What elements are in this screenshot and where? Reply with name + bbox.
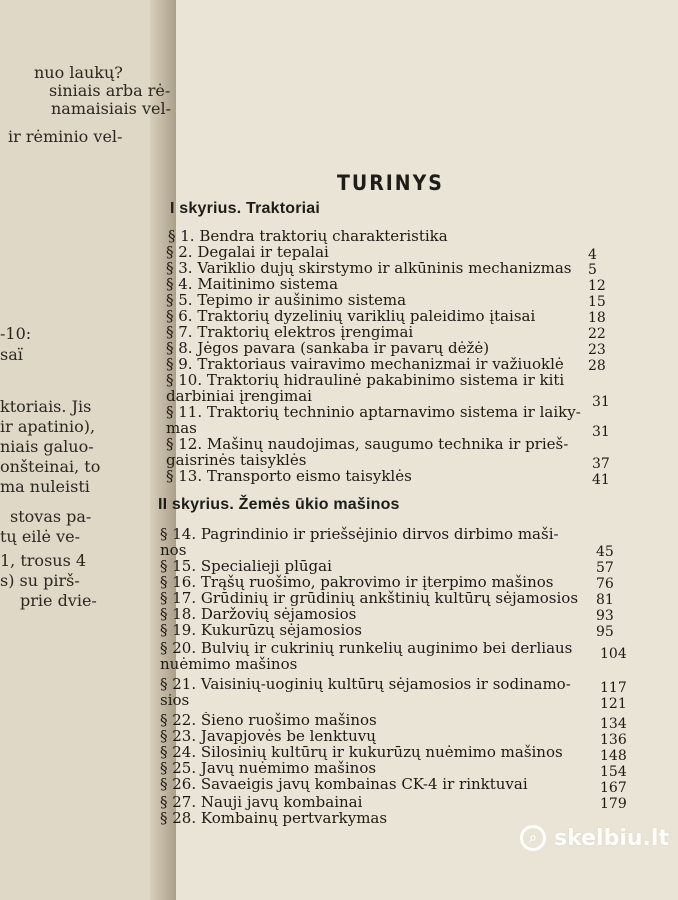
toc-entry: § 10. Traktorių hidraulinė pakabinimo sistema ir kiti xyxy=(166,372,565,388)
toc-entry: nuėmimo mašinos xyxy=(160,656,298,672)
toc-entry: § 20. Bulvių ir cukrinių runkelių auginimo bei derliaus xyxy=(160,640,573,656)
toc-page-number: 95 xyxy=(596,624,614,640)
toc-page-number: 22 xyxy=(588,326,606,342)
toc-entry: darbiniai įrengimai xyxy=(166,388,312,404)
toc-entry: § 12. Mašinų naudojimas, saugumo technika ir prieš- xyxy=(166,436,569,452)
toc-entry: § 8. Jėgos pavara (sankaba ir pavarų dėžė) xyxy=(166,340,490,356)
left-page-line: tų eilė ve- xyxy=(0,528,80,546)
toc-entry: § 24. Silosinių kultūrų ir kukurūzų nuėmimo mašinos xyxy=(160,744,563,760)
left-page-line: ir rėminio vel- xyxy=(8,128,123,146)
toc-entry: § 2. Degalai ir tepalai xyxy=(166,244,329,260)
toc-page-number: 31 xyxy=(592,424,610,440)
toc-page-number: 81 xyxy=(596,592,614,608)
toc-page-number: 37 xyxy=(592,456,610,472)
toc-page-number: 154 xyxy=(600,764,627,780)
toc-entry: § 23. Javapjovės be lenktuvų xyxy=(160,728,376,744)
toc-entry: § 16. Trąšų ruošimo, pakrovimo ir įterpimo mašinos xyxy=(160,574,554,590)
search-icon: ⌕ xyxy=(520,825,546,851)
toc-entry: § 13. Transporto eismo taisyklės xyxy=(166,468,412,484)
left-page-line: ma nuleisti xyxy=(0,478,90,496)
toc-entry: § 7. Traktorių elektros įrengimai xyxy=(166,324,414,340)
left-page-line: stovas pa- xyxy=(10,508,92,526)
toc-page-number: 136 xyxy=(600,732,627,748)
toc-entry: § 15. Specialieji plūgai xyxy=(160,558,332,574)
toc-entry: § 22. Šieno ruošimo mašinos xyxy=(160,712,377,728)
chapter-heading: II skyrius. Žemės ūkio mašinos xyxy=(158,496,400,513)
chapter-heading: I skyrius. Traktoriai xyxy=(170,200,321,217)
toc-page-number: 31 xyxy=(592,394,610,410)
left-page-line: niais galuo- xyxy=(0,438,94,456)
toc-entry: nos xyxy=(160,542,187,558)
left-page-line: nuo laukų? xyxy=(34,64,123,82)
toc-page-number: 148 xyxy=(600,748,627,764)
toc-entry: § 5. Tepimo ir aušinimo sistema xyxy=(166,292,407,308)
toc-entry: mas xyxy=(166,420,197,436)
left-page-line: namaisiais vel- xyxy=(51,100,171,118)
toc-entry: § 26. Savaeigis javų kombainas CK-4 ir rinktuvai xyxy=(160,776,528,792)
watermark-text: skelbiu.lt xyxy=(554,825,669,851)
toc-entry: § 21. Vaisinių-uoginių kultūrų sėjamosios ir sodinamo- xyxy=(160,676,571,692)
toc-entry: § 19. Kukurūzų sėjamosios xyxy=(160,622,362,638)
toc-page-number: 121 xyxy=(600,696,627,712)
toc-page-number: 15 xyxy=(588,294,606,310)
toc-page-number: 41 xyxy=(592,472,610,488)
toc-entry: § 3. Variklio dujų skirstymo ir alkūninis mechanizmas xyxy=(166,260,572,276)
toc-page-number: 5 xyxy=(588,262,597,278)
toc-entry: § 25. Javų nuėmimo mašinos xyxy=(160,760,377,776)
left-page-line: siniais arba rė- xyxy=(49,82,171,100)
left-page-line: 1, trosus 4 xyxy=(0,552,87,570)
toc-page-number: 117 xyxy=(600,680,627,696)
toc-page-number: 12 xyxy=(588,278,606,294)
toc-page-number: 76 xyxy=(596,576,614,592)
toc-entry: § 1. Bendra traktorių charakteristika xyxy=(168,228,448,244)
toc-page-number: 4 xyxy=(588,247,597,263)
toc-entry: § 6. Traktorių dyzelinių variklių paleidimo įtaisai xyxy=(166,308,536,324)
toc-page-number: 104 xyxy=(600,646,627,662)
toc-page-number: 93 xyxy=(596,608,614,624)
page-title: TURINYS xyxy=(337,171,444,195)
left-page-line: prie dvie- xyxy=(20,592,97,610)
left-page-line: ir apatinio), xyxy=(0,418,96,436)
toc-page-number: 167 xyxy=(600,780,627,796)
left-page-line: ktoriais. Jis xyxy=(0,398,92,416)
toc-entry: § 14. Pagrindinio ir priešsėjinio dirvos dirbimo maši- xyxy=(160,526,559,542)
toc-entry: § 18. Daržovių sėjamosios xyxy=(160,606,357,622)
toc-entry: sios xyxy=(160,692,190,708)
toc-entry: § 17. Grūdinių ir grūdinių ankštinių kultūrų sėjamosios xyxy=(160,590,579,606)
toc-page-number: 18 xyxy=(588,310,606,326)
toc-page-number: 23 xyxy=(588,342,606,358)
toc-entry: § 9. Traktoriaus vairavimo mechanizmai ir važiuoklė xyxy=(166,356,564,372)
toc-page-number: 57 xyxy=(596,560,614,576)
left-page-line: saï xyxy=(0,346,23,364)
watermark xyxy=(520,820,676,856)
toc-page-number: 179 xyxy=(600,796,627,812)
toc-page-number: 45 xyxy=(596,544,614,560)
toc-entry: § 27. Nauji javų kombainai xyxy=(160,794,363,810)
toc-entry: § 28. Kombainų pertvarkymas xyxy=(160,810,388,826)
toc-entry: § 11. Traktorių techninio aptarnavimo sistema ir laiky- xyxy=(166,404,581,420)
left-page-line: s) su pirš- xyxy=(0,572,80,590)
toc-page-number: 134 xyxy=(600,716,627,732)
toc-entry: § 4. Maitinimo sistema xyxy=(166,276,339,292)
left-page-line: onšteinai, to xyxy=(0,458,101,476)
toc-page-number: 28 xyxy=(588,358,606,374)
toc-entry: gaisrinės taisyklės xyxy=(166,452,307,468)
left-page-line: -10: xyxy=(0,325,32,343)
